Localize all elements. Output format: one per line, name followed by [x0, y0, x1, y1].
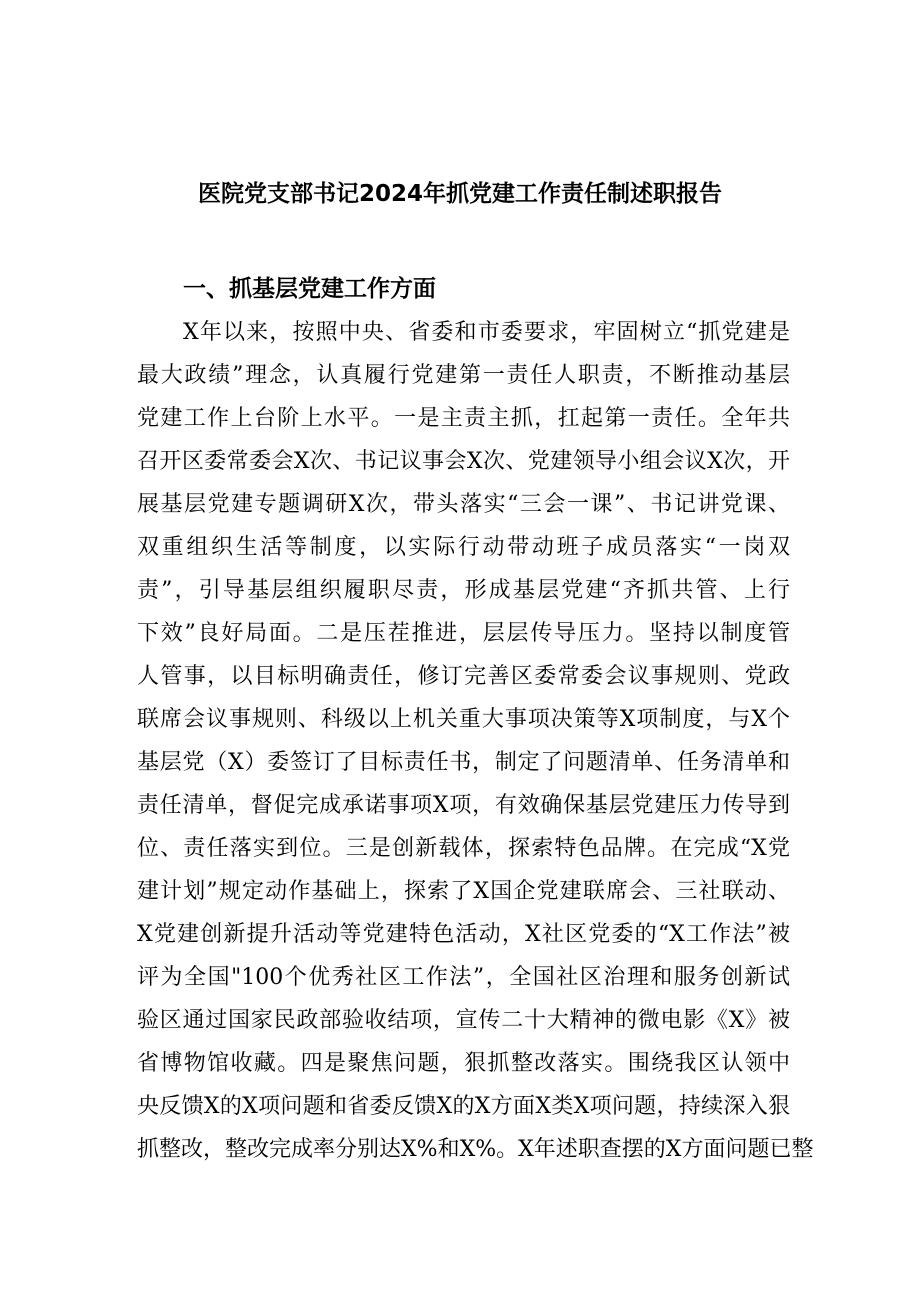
- document-title: 医院党支部书记2024年抓党建工作责任制述职报告: [197, 181, 722, 207]
- paragraph-line: 联席会议事规则、科级以上机关重大事项决策等X项制度，与X个: [137, 707, 790, 732]
- paragraph-line: 双重组织生活等制度，以实际行动带动班子成员落实“一岗双: [137, 535, 790, 560]
- paragraph-line: 评为全国"100个优秀社区工作法”，全国社区治理和服务创新试: [137, 965, 790, 990]
- paragraph-line: 基层党（X）委签订了目标责任书，制定了问题清单、任务清单和: [137, 750, 790, 775]
- paragraph-line: 展基层党建专题调研X次，带头落实“三会一课”、书记讲党课、: [137, 492, 790, 517]
- section-heading: 一、抓基层党建工作方面: [183, 276, 436, 302]
- paragraph-line: 建计划”规定动作基础上，探索了X国企党建联席会、三社联动、: [137, 879, 790, 904]
- paragraph-line: 位、责任落实到位。三是创新载体，探索特色品牌。在完成“X党: [137, 836, 790, 861]
- paragraph-line: 责”，引导基层组织履职尽责，形成基层党建“齐抓共管、上行: [137, 578, 790, 603]
- paragraph-line: 抓整改，整改完成率分别达X%和X%。X年述职查摆的X方面问题已整: [137, 1137, 814, 1162]
- paragraph-line: 最大政绩”理念，认真履行党建第一责任人职责，不断推动基层: [137, 363, 790, 388]
- paragraph-line: 下效”良好局面。二是压茬推进，层层传导压力。坚持以制度管: [137, 621, 790, 646]
- paragraph-line: 央反馈X的X项问题和省委反馈X的X方面X类X项问题，持续深入狠: [137, 1094, 790, 1119]
- paragraph-line: 责任清单，督促完成承诺事项X项，有效确保基层党建压力传导到: [137, 793, 790, 818]
- paragraph-line: 省博物馆收藏。四是聚焦问题，狠抓整改落实。围绕我区认领中: [137, 1051, 790, 1076]
- paragraph-line: 验区通过国家民政部验收结项，宣传二十大精神的微电影《X》被: [137, 1008, 790, 1033]
- paragraph-line: X党建创新提升活动等党建特色活动，X社区党委的“X工作法”被: [137, 922, 790, 947]
- paragraph-line: 召开区委常委会X次、书记议事会X次、党建领导小组会议X次，开: [137, 449, 790, 474]
- paragraph-line: 人管事，以目标明确责任，修订完善区委常委会议事规则、党政: [137, 664, 790, 689]
- paragraph-line: 党建工作上台阶上水平。一是主责主抓，扛起第一责任。全年共: [137, 406, 790, 431]
- paragraph-line: X年以来，按照中央、省委和市委要求，牢固树立“抓党建是: [183, 320, 790, 345]
